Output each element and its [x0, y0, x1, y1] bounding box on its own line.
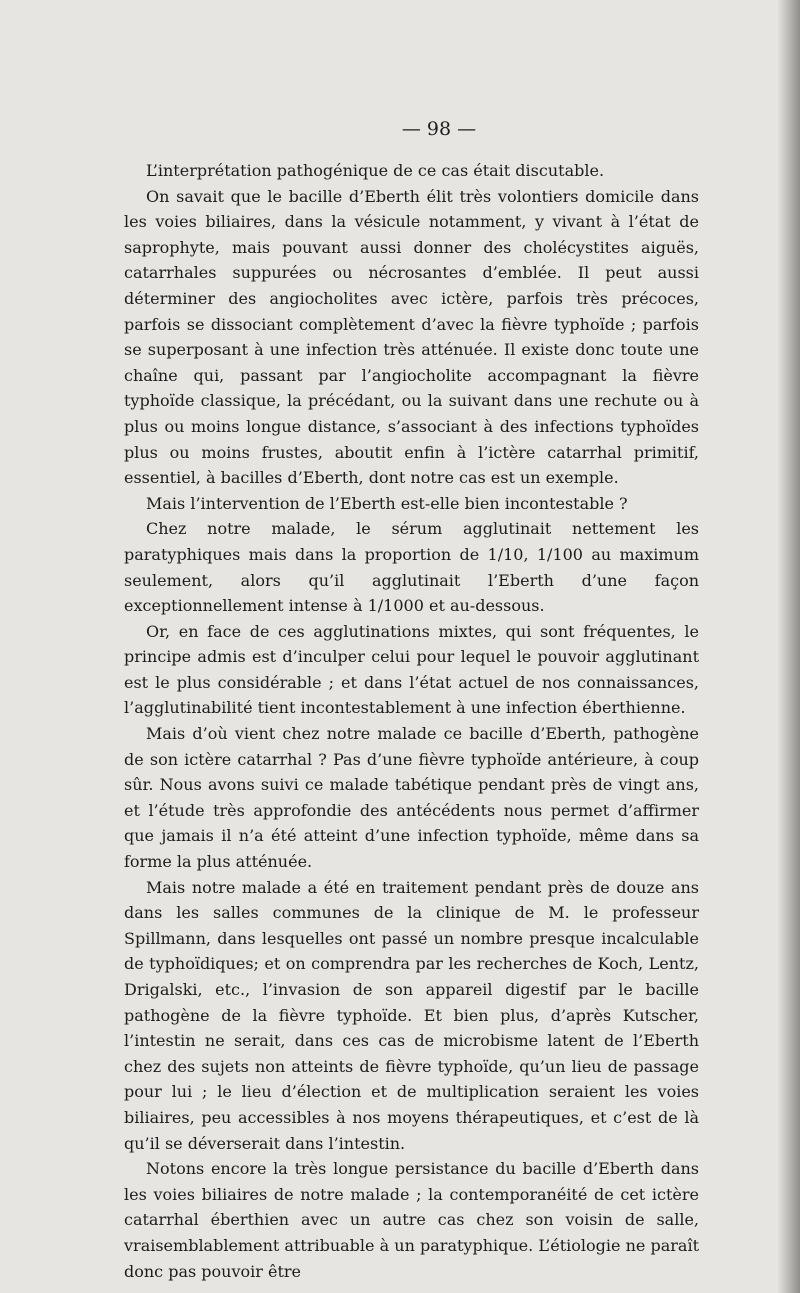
paragraph: On savait que le bacille d’Eberth élit très volontiers domicile dans les voies biliaires, dans la vésicule notamment, y vivant à l’état de saprophyte, mais pouvant aussi donner des cholécystites aiguës, catarrhales suppurées ou nécrosantes d’emblée. Il peut aussi déterminer des angiocholites avec ictère, parfois très précoces, parfois se dissociant complètement d’avec la fièvre typhoïde ; parfois se superposant à une infection très atténuée. Il existe donc toute une chaîne qui, passant par l’angiocholite accompagnant la fièvre typhoïde classique, la précédant, ou la suivant dans une rechute ou à plus ou moins longue distance, s’associant à des infections typhoïdes plus ou moins frustes, aboutit enfin à l’ictère catarrhal primitif, essentiel, à bacilles d’Eberth, dont notre cas est un exemple. [124, 186, 699, 488]
body-text [124, 158, 699, 1284]
paragraph: Or, en face de ces agglutinations mixtes, qui sont fréquentes, le principe admis est d’inculper celui pour lequel le pouvoir agglutinant est le plus considérable ; et dans l’état actuel de nos connaissances, l’agglutinabilité tient incontestablement à une infection éberthienne. [124, 621, 699, 718]
paragraph: L’interprétation pathogénique de ce cas était discutable. [146, 161, 605, 180]
paragraph: Mais notre malade a été en traitement pendant près de douze ans dans les salles communes de la clinique de M. le professeur Spillmann, dans lesquelles ont passé un nombre presque incalculable de typhoïdiques; et on comprendra par les recherches de Koch, Lentz, Drigalski, etc., l’invasion de son appareil digestif par le bacille pathogène de la fièvre typhoïde. Et bien plus, d’après Kutscher, l’intestin ne serait, dans ces cas de microbisme latent de l’Eberth chez des sujets non atteints de fièvre typhoïde, qu’un lieu de passage pour lui ; le lieu d’élection et de multiplication seraient les voies biliaires, peu accessibles à nos moyens thérapeutiques, et c’est de là qu’il se déverserait dans l’intestin. [124, 877, 699, 1153]
page-edge-shadow [778, 0, 800, 1293]
paragraph: Mais d’où vient chez notre malade ce bacille d’Eberth, pathogène de son ictère catarrhal ? Pas d’une fièvre typhoïde antérieure, à coup sûr. Nous avons suivi ce malade tabétique pendant près de vingt ans, et l’étude très approfondie des antécédents nous permet d’affirmer que jamais il n’a été atteint d’une infection typhoïde, même dans sa forme la plus atténuée. [124, 724, 699, 872]
paragraph: Mais l’intervention de l’Eberth est-elle bien incontestable ? [146, 493, 628, 513]
paragraph: Chez notre malade, le sérum agglutinait nettement les paratyphiques mais dans la proportion de 1/10, 1/100 au maximum seulement, alors qu’il agglutinait l’Eberth d’une façon exceptionnellement intense à 1/1000 et au-dessous. [124, 519, 699, 616]
paragraph: Notons encore la très longue persistance du bacille d’Eberth dans les voies biliaires de notre malade ; la contemporanéité de cet ictère catarrhal éberthien avec un autre cas chez son voisin de salle, vraisemblablement attribuable à un paratyphique. L’étiologie ne paraît donc pas pouvoir être [124, 1159, 699, 1281]
page-number: — 98 — [401, 118, 477, 140]
